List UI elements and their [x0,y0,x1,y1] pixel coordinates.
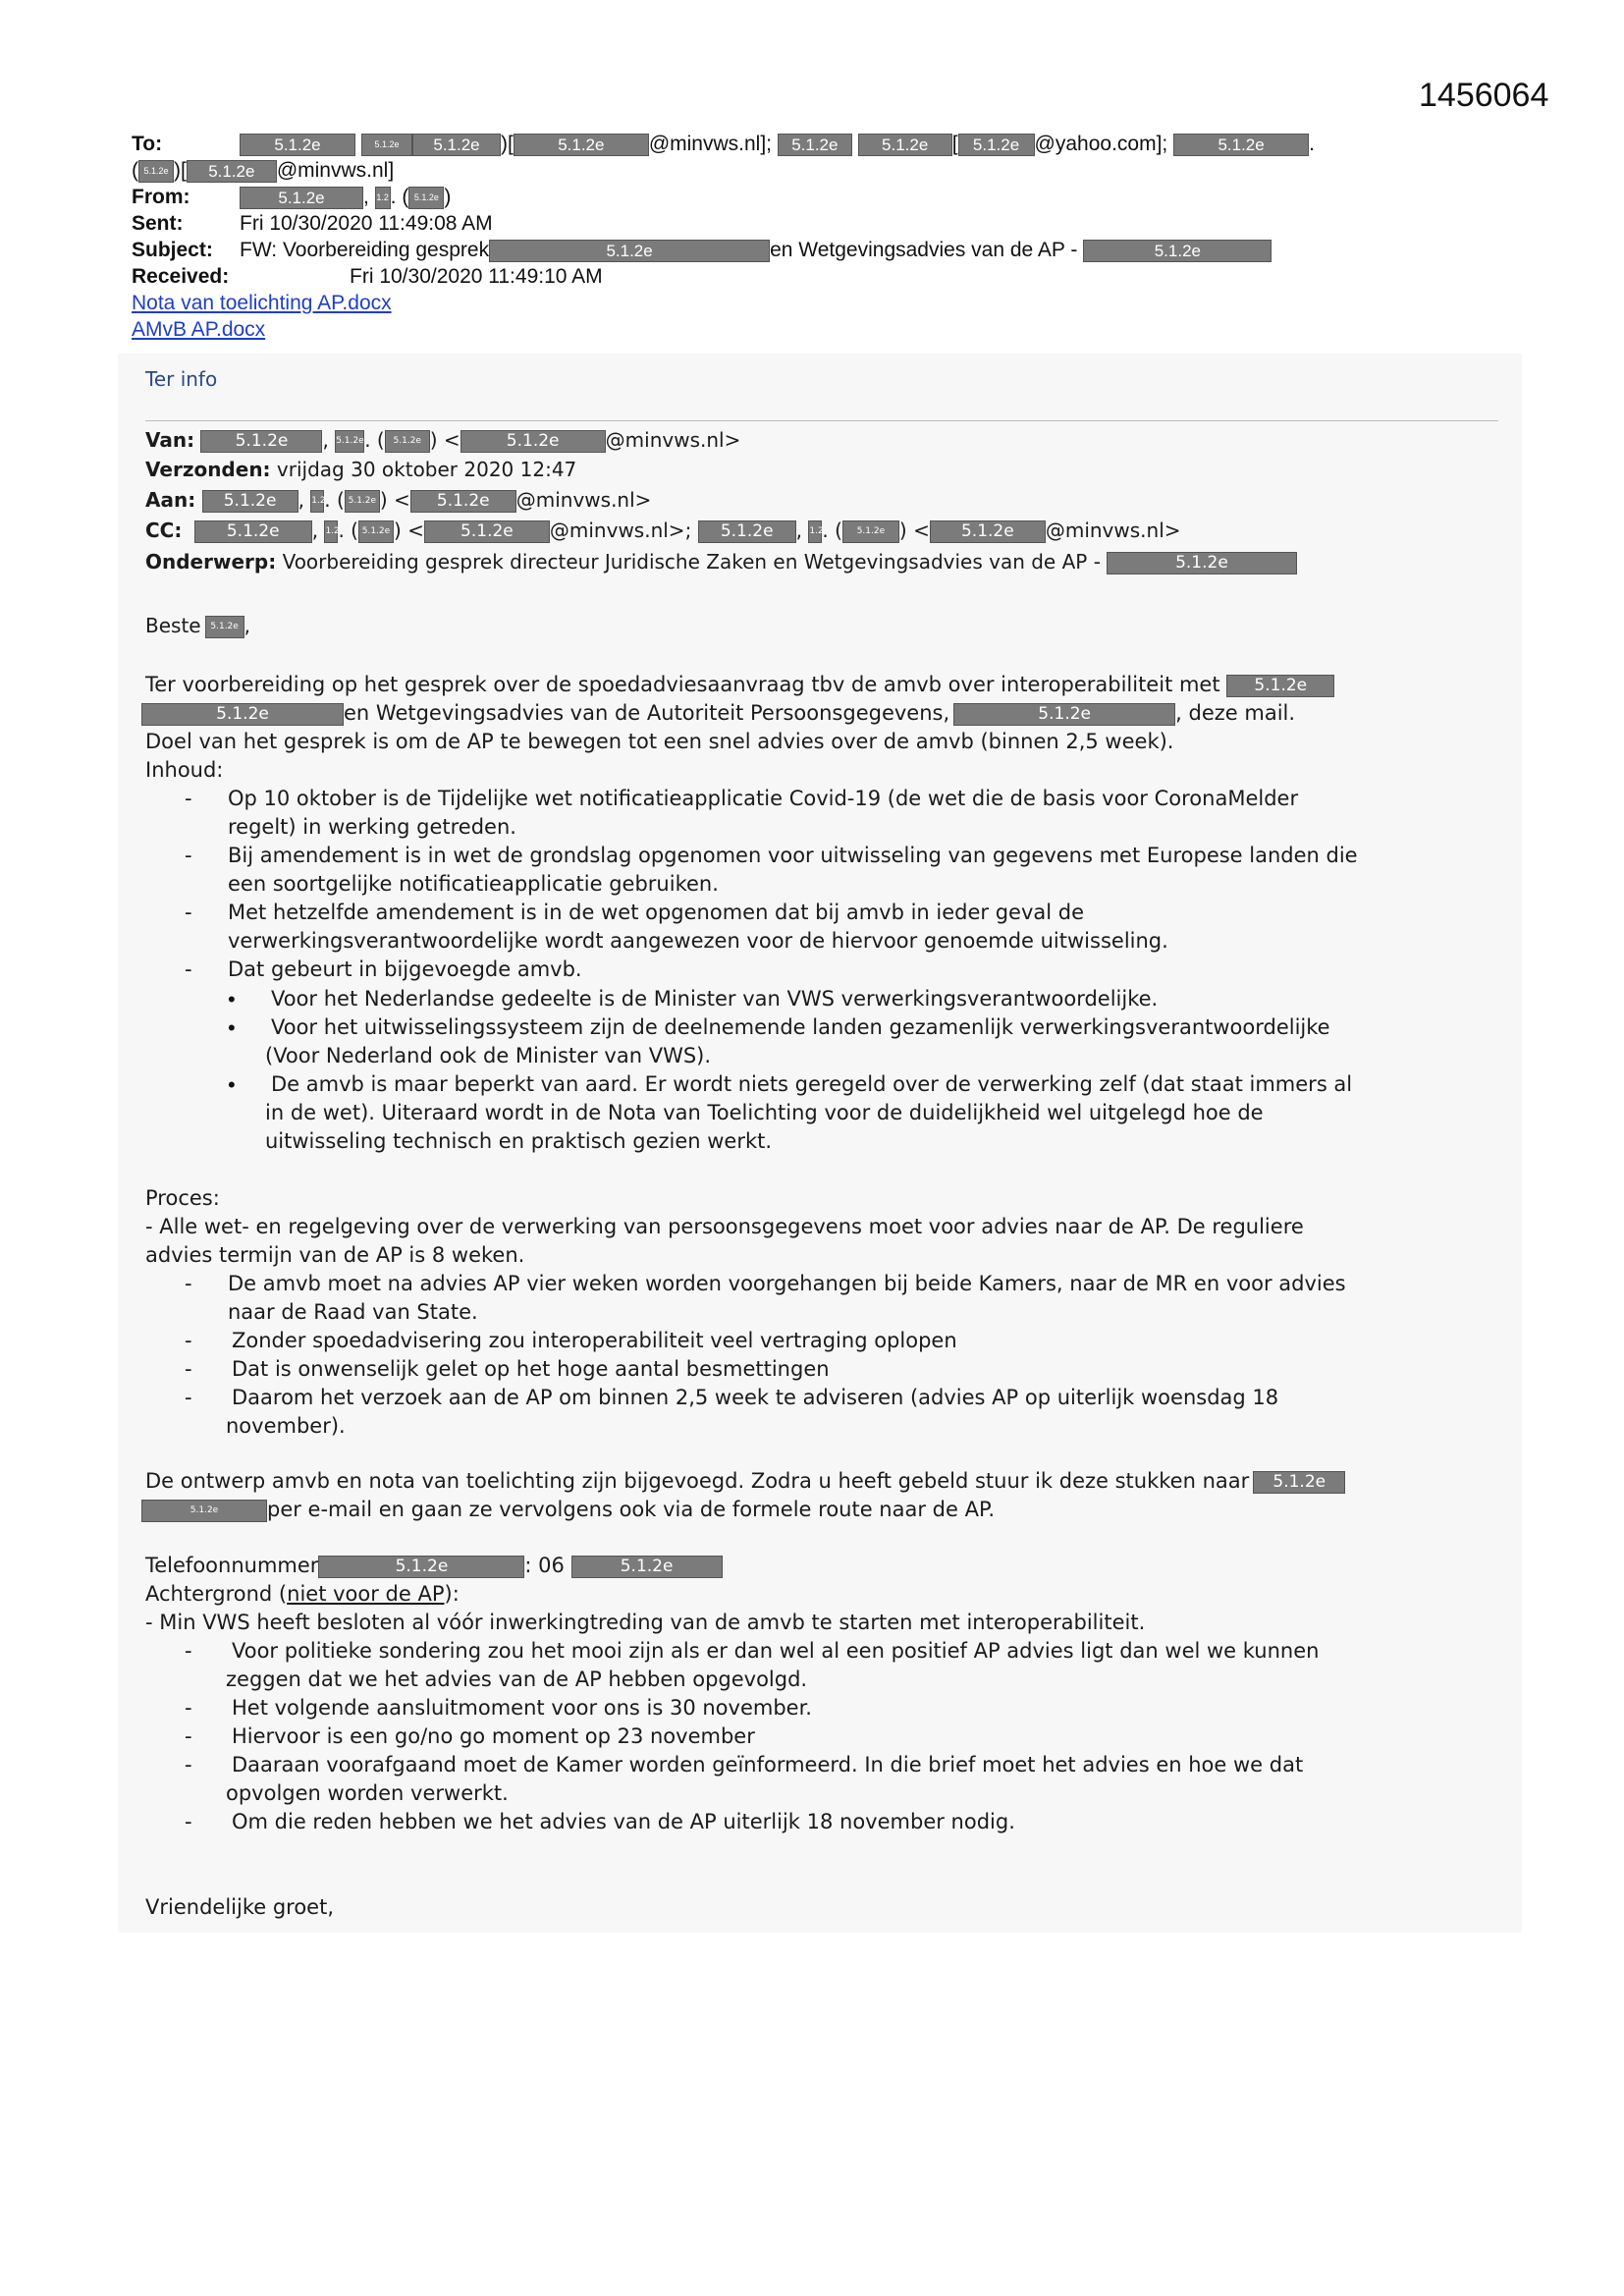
achtergrond-line [145,1580,460,1609]
list-dash: - [185,1753,192,1777]
list-item-text: Hiervoor is een go/no go moment op 23 november [232,1724,755,1748]
to-row-2: ( 5.1.2e )[ 5.1.2e @minvws.nl] [132,159,395,182]
from-label: From: [132,186,190,208]
list-item-text: Voor politieke sondering zou het mooi zijn als er dan wel al een positief AP advies ligt dan wel we kunnen [232,1639,1320,1663]
bullet-text: in de wet). Uiteraard wordt in de Nota van Toelichting voor de duidelijkheid wel uitgelegd hoe de [265,1101,1264,1124]
redaction: 5.1.2e [858,134,952,156]
list-dash: - [185,901,192,924]
list-dash: - [185,1357,192,1381]
list-item-text: verwerkingsverantwoordelijke wordt aangewezen voor de hiervoor genoemde uitwisseling. [228,929,1168,953]
intro-text: , deze mail. [1175,701,1296,725]
redaction: 5.1.2e [953,703,1175,726]
redaction: 5.1.2e [187,160,277,183]
redaction: 5.1.2e [205,616,244,638]
list-item-text: Het volgende aansluitmoment voor ons is 30 november. [232,1696,812,1720]
redaction: 5.1.2e [958,134,1035,156]
list-item [232,1384,1278,1412]
list-item-text: Op 10 oktober is de Tijdelijke wet notificatieapplicatie Covid-19 (de wet die de basis voor CoronaMelder [228,787,1299,810]
redaction: 5.1.2e [424,520,550,543]
list-dash: - [185,1329,192,1352]
intro-text: Ter voorbereiding op het gesprek over de spoedadviesaanvraag tbv de amvb over interoperabiliteit met [145,673,1220,696]
email-domain: @minvws.nl> [515,488,652,512]
doel-line: Doel van het gesprek is om de AP te bewegen tot een snel advies over de amvb (binnen 2,5 week). [145,730,1174,753]
list-item [228,1270,1346,1298]
email-domain: @minvws.nl> [1045,519,1181,542]
list-item [228,785,1298,813]
list-item [232,1637,1319,1666]
telefoon-mid: : 06 [524,1554,565,1577]
list-dash: - [185,787,192,810]
redaction: 5.1.2e [842,520,899,543]
received-value: Fri 10/30/2020 11:49:10 AM [350,265,603,288]
redaction: 5.1.2e [698,520,796,543]
verzonden-value: vrijdag 30 oktober 2020 12:47 [276,458,577,481]
email-domain: @minvws.nl> [605,428,741,452]
redaction: 5.1.2e [778,134,852,156]
redaction: 5.1.2e [1253,1471,1345,1494]
email-domain: @minvws.nl]; [648,133,772,155]
list-item [232,1751,1303,1779]
redaction: 5.1.2e [240,187,363,209]
ontwerp-line-1 [145,1467,1345,1496]
redaction: 5.1.2e [1107,552,1297,574]
achtergrond-detail: - Min VWS heeft besloten al vóór inwerkingtreding van de amvb te starten met interoperabiliteit. [145,1611,1146,1634]
list-dash: - [185,1272,192,1295]
list-dash: - [185,1724,192,1748]
bullet: • [228,1015,236,1040]
received-row [132,263,1526,290]
list-item-text: Om die reden hebben we het advies van de AP uiterlijk 18 november nodig. [232,1810,1015,1833]
redaction: 1.2 [808,520,822,543]
achtergrond-text: ): [444,1582,460,1606]
bullet-text: De amvb is maar beperkt van aard. Er wordt niets geregeld over de verwerking zelf (dat staat immers al [271,1072,1353,1096]
aan-row: Aan: 5.1.2e , 1.2. ( 5.1.2e ) < 5.1.2e @minvws.nl> [145,488,652,512]
inhoud-label: Inhoud: [145,758,224,782]
list-item [228,927,1168,956]
list-item-text: opvolgen worden verwerkt. [226,1781,509,1805]
onderwerp-row [145,550,1297,574]
divider [145,420,1498,421]
bullet-item [271,1070,1352,1099]
email-domain: @minvws.nl] [276,159,395,182]
ontwerp-text: De ontwerp amvb en nota van toelichting zijn bijgevoegd. Zodra u heeft gebeld stuur ik deze stukken naar [145,1469,1250,1493]
subject-row [132,237,1526,263]
redaction: 5.1.2e [200,430,322,453]
sent-value: Fri 10/30/2020 11:49:08 AM [240,212,493,235]
list-item-text: een soortgelijke notificatieapplicatie gebruiken. [228,872,719,896]
ontwerp-text: per e-mail en gaan ze vervolgens ook via de formele route naar de AP. [267,1498,996,1521]
redaction: 5.1.2e [1173,134,1309,156]
telefoon-line [145,1552,723,1580]
redaction: 5.1.2e [930,520,1046,543]
subject-middle: en Wetgevingsadvies van de AP - [770,239,1078,261]
email-header [132,131,1526,343]
list-item-text: Zonder spoedadvisering zou interoperabiliteit veel vertraging oplopen [232,1329,957,1352]
subject-prefix: FW: Voorbereiding gesprek [240,239,490,261]
redaction: 5.1.2e [1083,240,1272,262]
list-item [232,1327,957,1355]
document-number: 1456064 [1419,77,1549,114]
list-item-text: naar de Raad van State. [228,1300,478,1324]
redaction: 5.1.2e [1226,675,1334,697]
list-item [228,899,1084,927]
list-item-text: november). [226,1414,346,1438]
bullet-item [271,1013,1330,1042]
received-label: Received: [132,265,230,288]
list-item [228,956,582,984]
intro-text: en Wetgevingsadvies van de Autoriteit Persoonsgegevens, [344,701,950,725]
achtergrond-text: Achtergrond ( [145,1582,288,1606]
ontwerp-line-2 [141,1496,995,1524]
list-item-text: Bij amendement is in wet de grondslag opgenomen voor uitwisseling van gegevens met Europese landen die [228,844,1358,867]
redaction: 5.1.2e [141,703,344,726]
redaction: 5.1.2e [489,240,770,262]
list-item [228,870,719,899]
to-label: To: [132,133,163,155]
redaction: 5.1.2e [202,490,298,513]
email-domain: @yahoo.com]; [1034,133,1168,155]
redaction: 5.1.2e [571,1556,723,1578]
email-domain: @minvws.nl>; [549,519,692,542]
redaction: 5.1.2e [410,490,516,513]
verzonden-label: Verzonden: [145,458,271,481]
bullet-item [271,985,1158,1013]
ter-info: Ter info [145,367,218,391]
list-item [228,842,1358,870]
list-item-text: Dat gebeurt in bijgevoegde amvb. [228,957,582,981]
redaction: 5.1.2e [358,520,394,543]
list-item [232,1808,1015,1836]
cc-row: CC: 5.1.2e , 1.2. ( 5.1.2e ) < 5.1.2e @minvws.nl>; 5.1.2e , 1.2. ( 5.1.2e ) < 5.1.2e @minvws.nl> [145,519,1181,542]
cc-label: CC: [145,519,183,542]
greeting-text: Beste [145,614,201,637]
verzonden-row [145,458,576,481]
sent-label: Sent: [132,212,184,235]
sent-row [132,210,1526,237]
list-dash: - [185,957,192,981]
list-item [226,1779,509,1808]
van-row: Van: 5.1.2e , 5.1.2e. ( 5.1.2e ) < 5.1.2e @minvws.nl> [145,428,741,452]
bullet-text: Voor het uitwisselingssysteem zijn de deelnemende landen gezamenlijk verwerkingsverantwoordelijke [271,1015,1330,1039]
list-item [228,813,516,842]
bullet-item [265,1099,1264,1127]
attachment-link[interactable]: Nota van toelichting AP.docx [132,292,392,314]
bullet: • [228,1072,236,1097]
list-item [232,1722,755,1751]
from-row: From: 5.1.2e , 1.2. ( 5.1.2e ) [132,186,452,208]
list-dash: - [185,844,192,867]
list-dash: - [185,1696,192,1720]
redaction: 5.1.2e [138,160,174,183]
redaction: 5.1.2e [318,1556,524,1578]
subject-label: Subject: [132,239,213,261]
list-item-text: Daarom het verzoek aan de AP om binnen 2,5 week te adviseren (advies AP op uiterlijk woensdag 18 [232,1386,1279,1409]
redaction: 5.1.2e [408,187,444,209]
redaction: 5.1.2e [514,134,649,156]
onderwerp-label: Onderwerp: [145,550,277,574]
telefoon-label: Telefoonnummer [145,1554,319,1577]
list-item-text: Met hetzelfde amendement is in de wet opgenomen dat bij amvb in ieder geval de [228,901,1085,924]
closing: Vriendelijke groet, [145,1895,335,1919]
redaction: 5.1.2e [194,520,312,543]
redaction: 5.1.2e [460,430,606,453]
achtergrond-underlined: niet voor de AP [287,1582,445,1606]
van-label: Van: [145,428,195,452]
redaction: 5.1.2e [361,134,412,156]
intro-line-1 [145,671,1334,699]
bullet-text: uitwisseling technisch en praktisch gezien werkt. [265,1129,773,1153]
list-item-text: regelt) in werking getreden. [228,815,516,839]
list-item-text: Daaraan voorafgaand moet de Kamer worden geïnformeerd. In die brief moet het advies en hoe we dat [232,1753,1304,1777]
aan-label: Aan: [145,488,196,512]
redaction: 5.1.2e [345,490,380,513]
proces-line-2: advies termijn van de AP is 8 weken. [145,1243,525,1267]
list-item [232,1355,830,1384]
proces-label: Proces: [145,1186,220,1210]
redaction: 1.2 [375,187,391,209]
attachment-link[interactable]: AMvB AP.docx [132,318,266,341]
list-item-text: De amvb moet na advies AP vier weken worden voorgehangen bij beide Kamers, naar de MR en voor advies [228,1272,1346,1295]
list-item [232,1694,812,1722]
greeting: Beste 5.1.2e , [145,614,250,637]
onderwerp-value: Voorbereiding gesprek directeur Juridische Zaken en Wetgevingsadvies van de AP - [282,550,1101,574]
intro-line-2 [141,699,1295,728]
redaction: 5.1.2e [141,1500,267,1522]
bullet-text: Voor het Nederlandse gedeelte is de Minister van VWS verwerkingsverantwoordelijke. [271,987,1159,1011]
redaction: 5.1.2e [412,134,501,156]
redaction: 1.2 [324,520,338,543]
bullet-item [265,1042,711,1070]
redaction: 5.1.2e [385,430,430,453]
redaction: 1.2 [310,490,324,513]
bullet: • [228,987,236,1011]
to-row: To: 5.1.2e 5.1.2e 5.1.2e )[ 5.1.2e @minvws.nl]; 5.1.2e 5.1.2e [ 5.1.2e @yahoo.com]; 5.1.2e . [132,133,1315,155]
bullet-text: (Voor Nederland ook de Minister van VWS). [265,1044,712,1067]
list-dash: - [185,1386,192,1409]
list-dash: - [185,1810,192,1833]
list-item-text: zeggen dat we het advies van de AP hebben opgevolgd. [226,1667,808,1691]
bullet-item [265,1127,772,1156]
list-item-text: Dat is onwenselijk gelet op het hoge aantal besmettingen [232,1357,830,1381]
list-dash: - [185,1639,192,1663]
redaction: 5.1.2e [240,134,355,156]
proces-line-1: - Alle wet- en regelgeving over de verwerking van persoonsgegevens moet voor advies naar de AP. De reguliere [145,1215,1304,1238]
redaction: 5.1.2e [335,430,364,453]
list-item [226,1412,346,1441]
list-item [228,1298,478,1327]
list-item [226,1666,807,1694]
